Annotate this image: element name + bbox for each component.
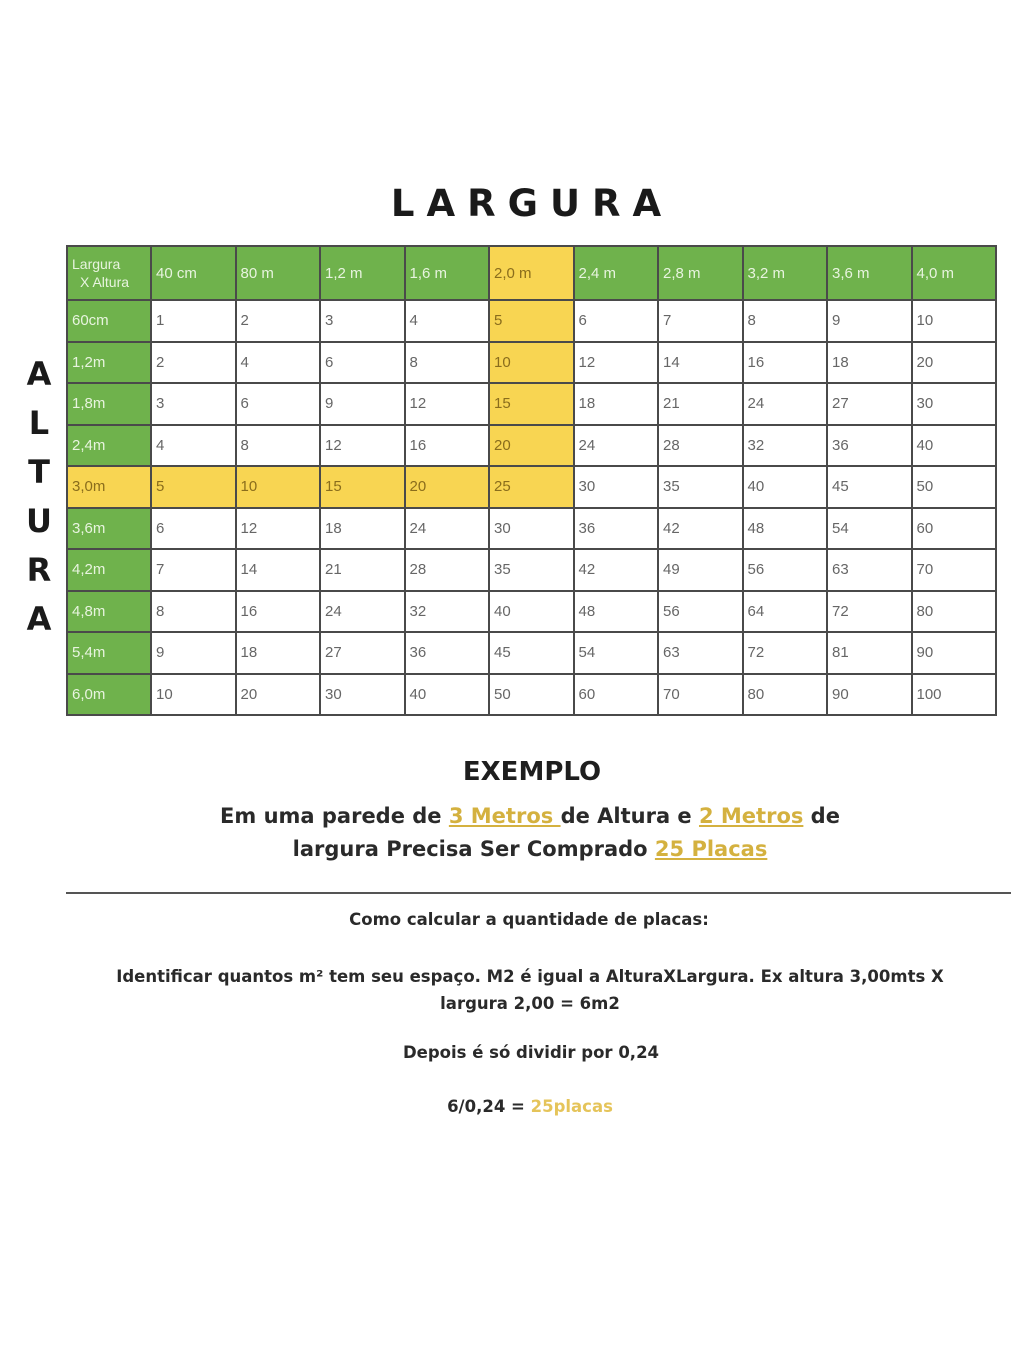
row-header: 5,4m — [67, 632, 151, 674]
table-cell: 49 — [658, 549, 743, 591]
table-cell: 30 — [489, 508, 574, 550]
table-cell: 81 — [827, 632, 912, 674]
table-cell: 10 — [151, 674, 236, 716]
column-header: 1,6 m — [405, 246, 490, 300]
example-title: EXEMPLO — [462, 757, 602, 787]
table-cell: 100 — [912, 674, 996, 716]
table-cell: 24 — [574, 425, 659, 467]
table-cell: 6 — [236, 383, 321, 425]
table-cell: 27 — [827, 383, 912, 425]
column-header: 2,4 m — [574, 246, 659, 300]
table-cell: 48 — [743, 508, 828, 550]
table-cell: 64 — [743, 591, 828, 633]
table-cell: 63 — [827, 549, 912, 591]
row-header: 1,2m — [67, 342, 151, 384]
table-cell: 36 — [827, 425, 912, 467]
table-cell: 2 — [151, 342, 236, 384]
table-cell: 18 — [320, 508, 405, 550]
table-cell: 8 — [151, 591, 236, 633]
table-cell: 40 — [489, 591, 574, 633]
table-corner-cell — [67, 246, 151, 300]
table-cell: 56 — [658, 591, 743, 633]
table-cell: 36 — [405, 632, 490, 674]
row-header: 4,2m — [67, 549, 151, 591]
table-cell: 25 — [489, 466, 574, 508]
table-cell: 6 — [574, 300, 659, 342]
table-cell: 18 — [574, 383, 659, 425]
howto-step-1: Identificar quantos m² tem seu espaço. M2 é igual a AlturaXLargura. Ex altura 3,00mts X largura 2,00 = 6m2 — [116, 967, 944, 1013]
table-cell: 40 — [912, 425, 996, 467]
table-cell: 32 — [405, 591, 490, 633]
table-cell: 16 — [743, 342, 828, 384]
row-header: 6,0m — [67, 674, 151, 716]
table-cell: 21 — [320, 549, 405, 591]
table-cell: 36 — [574, 508, 659, 550]
table-cell: 12 — [236, 508, 321, 550]
table-cell: 30 — [574, 466, 659, 508]
example-text-part: de largura Precisa Ser Comprado — [292, 804, 840, 861]
page-title: LARGURA — [390, 182, 674, 225]
corner-line: X Altura — [80, 274, 130, 290]
table-cell: 27 — [320, 632, 405, 674]
table-row — [67, 300, 996, 342]
altura-letter: L — [28, 404, 50, 442]
example-text-part: de Altura e — [560, 804, 699, 828]
table-cell: 12 — [405, 383, 490, 425]
table-cell: 60 — [912, 508, 996, 550]
column-header: 4,0 m — [912, 246, 996, 300]
example-width-highlight: 2 Metros — [698, 804, 804, 828]
table-cell: 70 — [912, 549, 996, 591]
table-cell: 50 — [489, 674, 574, 716]
table-cell: 48 — [574, 591, 659, 633]
table-cell: 20 — [405, 466, 490, 508]
table-cell: 42 — [574, 549, 659, 591]
table-cell: 80 — [912, 591, 996, 633]
corner-line: Largura — [72, 256, 121, 272]
table-cell: 63 — [658, 632, 743, 674]
altura-letter: U — [26, 502, 52, 540]
table-row — [67, 632, 996, 674]
table-cell: 10 — [912, 300, 996, 342]
table-cell: 20 — [912, 342, 996, 384]
table-row — [67, 549, 996, 591]
table-row — [67, 342, 996, 384]
example-text-part: Em uma parede de — [220, 804, 449, 828]
row-header: 4,8m — [67, 591, 151, 633]
plates-table — [66, 245, 997, 716]
table-cell: 2 — [236, 300, 321, 342]
table-cell: 70 — [658, 674, 743, 716]
table-cell: 3 — [151, 383, 236, 425]
table-row — [67, 591, 996, 633]
table-cell: 12 — [574, 342, 659, 384]
column-header: 2,0 m — [489, 246, 574, 300]
table-cell: 5 — [489, 300, 574, 342]
table-cell: 9 — [827, 300, 912, 342]
column-header: 3,6 m — [827, 246, 912, 300]
result-value: 25placas — [530, 1097, 613, 1116]
table-cell: 16 — [236, 591, 321, 633]
table-cell: 90 — [827, 674, 912, 716]
altura-letter: T — [28, 453, 50, 491]
row-header: 1,8m — [67, 383, 151, 425]
table-cell: 30 — [912, 383, 996, 425]
altura-letter: A — [26, 600, 52, 638]
table-cell: 32 — [743, 425, 828, 467]
table-row — [67, 466, 996, 508]
table-cell: 12 — [320, 425, 405, 467]
table-cell: 40 — [405, 674, 490, 716]
altura-vertical-label — [20, 350, 58, 644]
table-cell: 15 — [320, 466, 405, 508]
table-cell: 30 — [320, 674, 405, 716]
table-cell: 35 — [658, 466, 743, 508]
table-cell: 10 — [489, 342, 574, 384]
altura-letter: R — [26, 551, 52, 589]
table-cell: 8 — [236, 425, 321, 467]
table-cell: 1 — [151, 300, 236, 342]
table-cell: 3 — [320, 300, 405, 342]
table-cell: 7 — [151, 549, 236, 591]
table-row — [67, 674, 996, 716]
table-cell: 18 — [236, 632, 321, 674]
table-cell: 54 — [827, 508, 912, 550]
table-cell: 8 — [405, 342, 490, 384]
row-header: 2,4m — [67, 425, 151, 467]
table-cell: 16 — [405, 425, 490, 467]
table-cell: 6 — [320, 342, 405, 384]
table-cell: 28 — [405, 549, 490, 591]
row-header: 3,6m — [67, 508, 151, 550]
table-cell: 72 — [827, 591, 912, 633]
column-header: 3,2 m — [743, 246, 828, 300]
table-header-row — [67, 246, 996, 300]
column-header: 80 m — [236, 246, 321, 300]
column-header: 2,8 m — [658, 246, 743, 300]
howto-step-2: Depois é só dividir por 0,24 — [402, 1043, 660, 1062]
table-cell: 15 — [489, 383, 574, 425]
table-cell: 9 — [320, 383, 405, 425]
table-cell: 28 — [658, 425, 743, 467]
table-cell: 14 — [658, 342, 743, 384]
altura-letter: A — [26, 355, 52, 393]
table-cell: 72 — [743, 632, 828, 674]
table-cell: 80 — [743, 674, 828, 716]
table-cell: 20 — [236, 674, 321, 716]
result-formula: 6/0,24 = — [447, 1097, 531, 1116]
howto-title: Como calcular a quantidade de placas: — [349, 910, 709, 929]
table-cell: 4 — [405, 300, 490, 342]
table-cell: 4 — [151, 425, 236, 467]
table-cell: 10 — [236, 466, 321, 508]
table-cell: 54 — [574, 632, 659, 674]
table-cell: 35 — [489, 549, 574, 591]
table-cell: 90 — [912, 632, 996, 674]
table-cell: 7 — [658, 300, 743, 342]
table-cell: 5 — [151, 466, 236, 508]
row-header: 60cm — [67, 300, 151, 342]
example-height-highlight: 3 Metros — [448, 804, 561, 828]
table-cell: 50 — [912, 466, 996, 508]
table-cell: 24 — [743, 383, 828, 425]
table-cell: 40 — [743, 466, 828, 508]
example-plates-highlight: 25 Placas — [654, 837, 768, 861]
table-cell: 24 — [405, 508, 490, 550]
divider — [66, 892, 1011, 894]
table-cell: 24 — [320, 591, 405, 633]
table-row — [67, 383, 996, 425]
example-text — [200, 800, 860, 866]
table-cell: 21 — [658, 383, 743, 425]
table-cell: 14 — [236, 549, 321, 591]
table-cell: 9 — [151, 632, 236, 674]
table-cell: 45 — [489, 632, 574, 674]
table-cell: 4 — [236, 342, 321, 384]
table-cell: 20 — [489, 425, 574, 467]
table-row — [67, 425, 996, 467]
table-cell: 18 — [827, 342, 912, 384]
table-cell: 45 — [827, 466, 912, 508]
column-header: 40 cm — [151, 246, 236, 300]
table-cell: 6 — [151, 508, 236, 550]
howto-result — [0, 1097, 1024, 1116]
column-header: 1,2 m — [320, 246, 405, 300]
row-header: 3,0m — [67, 466, 151, 508]
table-row — [67, 508, 996, 550]
table-cell: 8 — [743, 300, 828, 342]
table-cell: 42 — [658, 508, 743, 550]
table-cell: 60 — [574, 674, 659, 716]
table-cell: 56 — [743, 549, 828, 591]
